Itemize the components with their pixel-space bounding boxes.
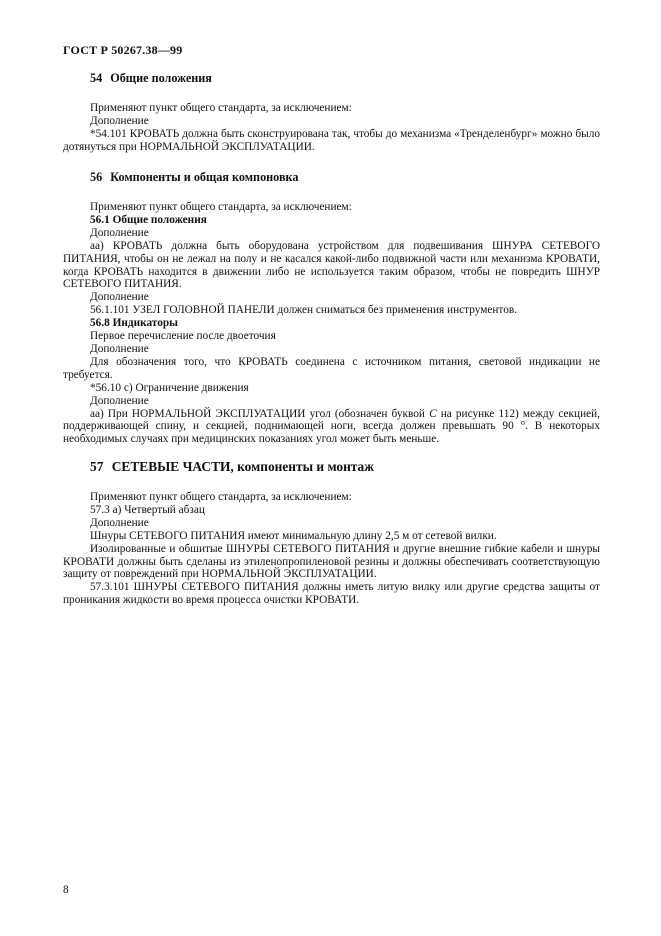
clause-56-1-aa: аа) КРОВАТЬ должна быть оборудована устройством для подвешивания ШНУРА СЕТЕВОГО ПИТАНИЯ, чтобы он не лежал на полу и не касался какой-либо подвижной части или механизма КРОВАТИ, когда КРОВАТЬ находится в движении либо не используется таким образом, чтобы не повредить ШНУР СЕТЕВОГО ПИТАНИЯ. [63, 239, 600, 291]
clause-57-3-101: 57.3.101 ШНУРЫ СЕТЕВОГО ПИТАНИЯ должны иметь литую вилку или другие средства защиты от проникания жидкости во время процесса очистки КРОВАТИ. [63, 581, 600, 607]
section-56-intro: Применяют пункт общего стандарта, за исключением: [90, 201, 352, 213]
clause-54-101: *54.101 КРОВАТЬ должна быть сконструирована так, чтобы до механизма «Тренделенбург» можно было дотянуться при НОРМАЛЬНОЙ ЭКСПЛУАТАЦИИ. [63, 127, 600, 153]
section-54-heading [63, 71, 600, 85]
section-54-title: Общие положения [110, 71, 212, 85]
figure-letter-c: С [429, 407, 437, 420]
subsection-56-8-title: 56.8 Индикаторы [90, 317, 178, 330]
clause-56-1-101: 56.1.101 УЗЕЛ ГОЛОВНОЙ ПАНЕЛИ должен сниматься без применения инструментов. [90, 304, 518, 317]
subsection-56-8-addition-label: Дополнение [90, 342, 149, 355]
subsection-56-1-title: 56.1 Общие положения [90, 213, 207, 226]
page-number: 8 [63, 884, 69, 896]
section-57-title-rest: компоненты и монтаж [233, 459, 374, 474]
clause-56-8-indicator: Для обозначения того, что КРОВАТЬ соединена с источником питания, световой индикации не требуется. [63, 355, 600, 381]
clause-56-10-aa [63, 408, 600, 447]
section-57-intro: Применяют пункт общего стандарта, за исключением: [90, 491, 352, 503]
section-54-intro: Применяют пункт общего стандарта, за исключением: [90, 102, 352, 114]
section-56-heading [63, 170, 600, 184]
subsection-56-1-addition-label-2: Дополнение [90, 291, 149, 304]
subsection-56-8-first-item: Первое перечисление после двоеточия [90, 330, 276, 343]
section-57-number: 57 [90, 459, 104, 474]
subsection-56-10-c-title: *56.10 с) Ограничение движения [90, 381, 249, 394]
document-code-header: ГОСТ Р 50267.38—99 [63, 43, 183, 57]
section-54-number: 54 [90, 71, 103, 85]
subsection-56-10-addition-label: Дополнение [90, 394, 149, 407]
clause-57-3-cord-length: Шнуры СЕТЕВОГО ПИТАНИЯ имеют минимальную длину 2,5 м от сетевой вилки. [90, 529, 497, 542]
clause-57-3-cord-material: Изолированные и обшитые ШНУРЫ СЕТЕВОГО ПИТАНИЯ и другие внешние гибкие кабели и шнуры КРОВАТИ должны быть сделаны из этиленопропиленовой резины и должны обеспечивать соответствующую защиту от повреждений при НОРМАЛЬНОЙ ЭКСПЛУАТАЦИИ. [63, 542, 600, 581]
section-57 [63, 460, 600, 607]
subsection-56-1-addition-label: Дополнение [90, 226, 149, 239]
subsection-57-3-a-title: 57.3 а) Четвертый абзац [90, 503, 205, 516]
section-54-addition-label: Дополнение [90, 114, 149, 127]
section-56-title: Компоненты и общая компоновка [110, 170, 299, 184]
section-56 [63, 170, 600, 446]
subsection-57-3-addition-label: Дополнение [90, 516, 149, 529]
clause-56-10-aa-text-a: аа) При НОРМАЛЬНОЙ ЭКСПЛУАТАЦИИ угол (обозначен буквой [90, 407, 430, 420]
clause-56-10-aa-text-b: на рисунке 112) между секцией, поддерживающей спину, и секцией, поднимающей ноги, всегда должен превышать 90 °. В некоторых необходимых случаях при медицинских показаниях угол может быть меньше. [63, 407, 601, 446]
section-57-title-caps: СЕТЕВЫЕ ЧАСТИ, [111, 459, 234, 474]
section-57-heading [63, 460, 600, 474]
section-56-number: 56 [90, 170, 103, 184]
section-54 [63, 71, 600, 154]
